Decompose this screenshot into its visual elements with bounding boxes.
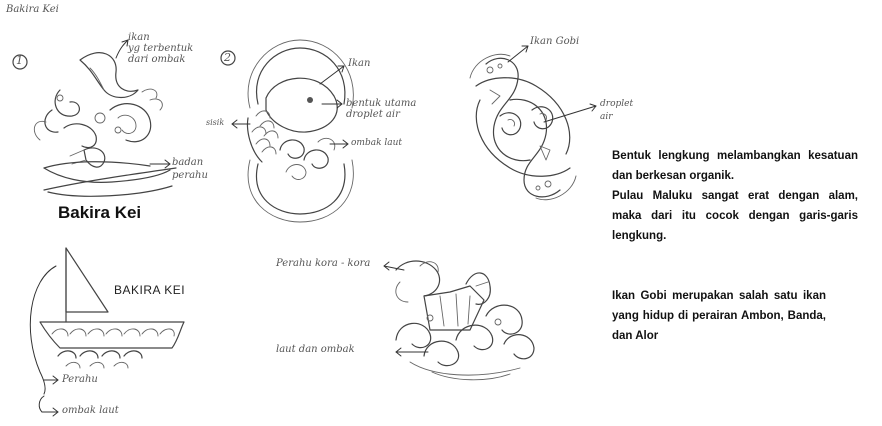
sketch4-sail [66,248,108,312]
sketch4-drawing [30,248,184,416]
sketch3-label-droplet: droplet air [600,99,634,122]
sketch1-label-badan: badan perahu [172,157,208,181]
corner-title: Bakira Kei [6,4,59,15]
sketch2-number: 2 [224,51,231,64]
sketch2-label-ikan: Ikan [348,58,371,69]
sketch1-logo-title: Bakira Kei [58,203,142,222]
sketch4-label-ombak: ombak laut [62,405,119,416]
sketch3-label-ikan-gobi: Ikan Gobi [530,36,580,47]
description-block-2 [612,286,826,346]
sketch4-label-perahu: Perahu [62,374,98,385]
sketch5-label-perahu: Perahu kora - kora [276,258,371,269]
sketch2-label-ombak: ombak laut [351,138,403,148]
sketch2-label-sisik: sisik [206,118,225,127]
description-para-3: Ikan Gobi merupakan salah satu ikan yang hidup di perairan Ambon, Banda, dan Alor [612,290,826,342]
sketch3-drawing [470,46,596,200]
description-para-1: Bentuk lengkung melambangkan kesatuan dan berkesan organik. [612,150,858,182]
sketch4-logo-title: BAKIRA KEI [114,283,186,297]
sketch2-label-bentuk: bentuk utama droplet air [346,98,417,120]
sketch2-drawing [221,40,353,222]
sketch5-label-laut: laut dan ombak [276,344,355,355]
description-para-2: Pulau Maluku sangat erat dengan alam, maka dari itu cocok dengan garis-garis lengkung. [612,190,858,242]
sketch1-label-ikan: ikan yg terbentuk dari ombak [128,32,194,65]
sketch1-number: 1 [16,54,23,67]
description-block-1 [612,146,858,246]
sketch5-drawing [384,261,534,380]
